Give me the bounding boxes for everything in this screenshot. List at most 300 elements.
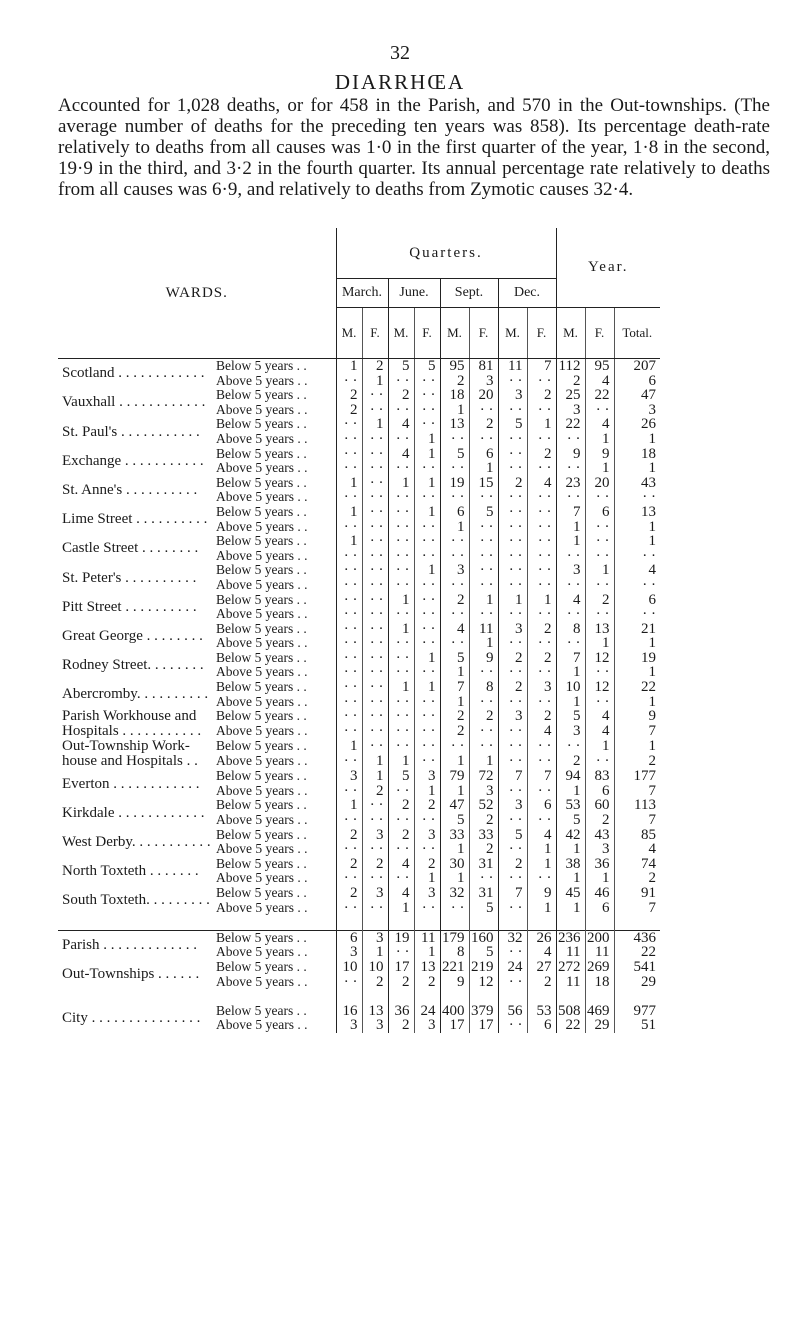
value-cell: 272 <box>558 959 581 975</box>
value-cell: 207 <box>614 359 660 374</box>
value-cell: 1 <box>614 665 660 680</box>
ward-name: Out-Township Work-house and Hospitals . . <box>62 739 198 770</box>
below-5-label: Below 5 years . . <box>214 359 336 374</box>
value-cell: · · <box>440 432 469 447</box>
value-cell: 1 <box>614 739 660 754</box>
value-cell: · · <box>414 636 440 651</box>
value-cell: · · <box>343 680 358 695</box>
value-cell: 112 <box>558 358 581 374</box>
f-header: F. <box>362 308 388 359</box>
value-cell: 2 <box>469 813 498 828</box>
value-cell: 1 <box>614 520 660 535</box>
value-cell: · · <box>527 505 556 520</box>
value-cell: 5 <box>573 709 581 725</box>
above-5-label: Above 5 years . . <box>214 549 336 564</box>
value-cell: 2 <box>498 651 527 666</box>
value-cell: 43 <box>614 476 660 491</box>
value-cell: · · <box>440 490 469 505</box>
year-f-header: F. <box>585 308 614 359</box>
value-cell: 19 <box>440 476 469 491</box>
value-cell: 2 <box>498 857 527 872</box>
value-cell: 21 <box>614 622 660 637</box>
value-cell: · · <box>585 578 614 593</box>
value-cell: · · <box>469 724 498 739</box>
value-cell: 5 <box>388 359 414 374</box>
value-cell: 8 <box>469 680 498 695</box>
value-cell: · · <box>388 871 414 886</box>
value-cell: 19 <box>614 651 660 666</box>
value-cell: 1 <box>388 476 414 491</box>
value-cell: · · <box>343 709 358 725</box>
value-cell: · · <box>414 593 440 608</box>
value-cell: 47 <box>614 388 660 403</box>
f-header: F. <box>469 308 498 359</box>
value-cell: 17 <box>469 1018 498 1033</box>
value-cell: 81 <box>469 359 498 374</box>
value-cell: · · <box>343 900 358 916</box>
table-row <box>58 798 660 813</box>
value-cell: · · <box>414 622 440 637</box>
value-cell: 2 <box>498 476 527 491</box>
below-5-label: Below 5 years . . <box>214 476 336 491</box>
value-cell: 4 <box>527 945 556 960</box>
value-cell: 18 <box>585 975 614 990</box>
value-cell: 3 <box>573 402 581 418</box>
value-cell: · · <box>498 520 527 535</box>
table-row <box>58 1004 660 1019</box>
value-cell: · · <box>498 871 527 886</box>
value-cell: · · <box>362 871 388 886</box>
value-cell: · · <box>566 739 581 755</box>
value-cell: 10 <box>565 680 581 695</box>
value-cell: 11 <box>469 622 498 637</box>
value-cell: 53 <box>527 1004 556 1019</box>
ward-name: City . . . . . . . . . . . . . . . <box>62 1010 201 1027</box>
value-cell: 51 <box>614 1018 660 1033</box>
value-cell: 6 <box>336 930 362 945</box>
value-cell: · · <box>469 534 498 549</box>
ward-name: North Toxteth . . . . . . . <box>62 863 199 880</box>
value-cell: 20 <box>469 388 498 403</box>
value-cell: 3 <box>527 680 556 695</box>
value-cell: · · <box>498 724 527 739</box>
value-cell: · · <box>362 622 388 637</box>
value-cell: 236 <box>556 930 585 945</box>
table-body <box>58 359 660 1033</box>
value-cell: · · <box>614 578 660 593</box>
value-cell: 2 <box>527 622 556 637</box>
value-cell: 1 <box>585 739 614 754</box>
value-cell: · · <box>527 607 556 622</box>
value-cell: 2 <box>362 857 388 872</box>
value-cell: · · <box>527 784 556 799</box>
value-cell: 541 <box>614 960 660 975</box>
value-cell: · · <box>362 578 388 593</box>
value-cell: · · <box>469 739 498 754</box>
value-cell: · · <box>362 901 388 916</box>
value-cell: 6 <box>614 374 660 389</box>
value-cell: 2 <box>350 856 358 872</box>
value-cell: · · <box>585 695 614 710</box>
value-cell: · · <box>498 432 527 447</box>
value-cell: · · <box>414 724 440 739</box>
below-5-label: Below 5 years . . <box>214 447 336 462</box>
value-cell: 436 <box>614 930 660 945</box>
value-cell: 74 <box>614 857 660 872</box>
value-cell: 3 <box>362 886 388 901</box>
value-cell: · · <box>414 842 440 857</box>
value-cell: 7 <box>573 650 581 666</box>
value-cell: 8 <box>573 621 581 637</box>
ward-name: Out-Townships . . . . . . <box>62 966 200 983</box>
value-cell: 46 <box>585 886 614 901</box>
value-cell: 53 <box>565 798 581 814</box>
table-row <box>58 447 660 462</box>
value-cell: 200 <box>585 930 614 945</box>
above-5-label: Above 5 years . . <box>214 901 336 916</box>
value-cell: 6 <box>440 505 469 520</box>
value-cell: 4 <box>527 476 556 491</box>
value-cell: · · <box>585 403 614 418</box>
value-cell: 9 <box>527 886 556 901</box>
table-row <box>58 857 660 872</box>
above-5-label: Above 5 years . . <box>214 578 336 593</box>
value-cell: · · <box>566 577 581 593</box>
above-5-label: Above 5 years . . <box>214 432 336 447</box>
value-cell: 9 <box>469 651 498 666</box>
value-cell: 17 <box>388 960 414 975</box>
value-cell: 11 <box>414 930 440 945</box>
value-cell: 20 <box>585 476 614 491</box>
value-cell: 52 <box>469 798 498 813</box>
value-cell: 219 <box>469 960 498 975</box>
value-cell: · · <box>343 621 358 637</box>
value-cell: · · <box>498 842 527 857</box>
value-cell: · · <box>498 945 527 960</box>
value-cell: 1 <box>573 534 581 549</box>
value-cell: 11 <box>585 945 614 960</box>
value-cell: 1 <box>498 593 527 608</box>
value-cell: · · <box>362 520 388 535</box>
value-cell: · · <box>343 373 358 389</box>
value-cell: 13 <box>440 417 469 432</box>
below-5-label: Below 5 years . . <box>214 857 336 872</box>
ward-name: Everton . . . . . . . . . . . . <box>62 775 200 792</box>
value-cell: 1 <box>573 783 581 799</box>
value-cell: · · <box>614 490 660 505</box>
value-cell: · · <box>498 975 527 990</box>
value-cell: · · <box>585 665 614 680</box>
table-row <box>58 388 660 403</box>
value-cell: · · <box>566 548 581 564</box>
value-cell: 3 <box>614 403 660 418</box>
value-cell: 36 <box>388 1004 414 1019</box>
value-cell: · · <box>414 403 440 418</box>
value-cell: 221 <box>440 960 469 975</box>
value-cell: · · <box>388 432 414 447</box>
value-cell: · · <box>343 592 358 608</box>
value-cell: · · <box>362 813 388 828</box>
quarter-sept-header: Sept. <box>440 279 498 308</box>
value-cell: · · <box>414 520 440 535</box>
value-cell: · · <box>343 490 358 505</box>
table-row <box>58 930 660 945</box>
value-cell: 2 <box>498 680 527 695</box>
value-cell: 95 <box>440 359 469 374</box>
ward-name: St. Peter's . . . . . . . . . . <box>62 569 197 586</box>
value-cell: 5 <box>388 769 414 784</box>
value-cell: · · <box>614 549 660 564</box>
value-cell: 400 <box>440 1004 469 1019</box>
value-cell: · · <box>527 403 556 418</box>
value-cell: · · <box>343 431 358 447</box>
value-cell: · · <box>343 871 358 886</box>
value-cell: · · <box>469 563 498 578</box>
value-cell: · · <box>343 650 358 666</box>
table-row <box>58 680 660 695</box>
above-5-label: Above 5 years . . <box>214 871 336 886</box>
table-row <box>58 828 660 843</box>
value-cell: 2 <box>614 871 660 886</box>
value-cell: 3 <box>469 784 498 799</box>
value-cell: 1 <box>527 842 556 857</box>
value-cell: 1 <box>585 461 614 476</box>
value-cell: · · <box>388 505 414 520</box>
value-cell: · · <box>388 842 414 857</box>
table-row <box>58 534 660 549</box>
value-cell: 1 <box>469 754 498 769</box>
value-cell: · · <box>440 607 469 622</box>
ward-name: Rodney Street. . . . . . . . <box>62 657 204 674</box>
value-cell: · · <box>469 578 498 593</box>
value-cell: · · <box>362 388 388 403</box>
value-cell: 3 <box>469 374 498 389</box>
value-cell: · · <box>498 636 527 651</box>
value-cell: 1 <box>414 651 440 666</box>
value-cell: 1 <box>585 636 614 651</box>
value-cell: · · <box>498 563 527 578</box>
value-cell: 1 <box>362 945 388 960</box>
value-cell: · · <box>498 505 527 520</box>
ward-name: Exchange . . . . . . . . . . . <box>62 452 204 469</box>
value-cell: 15 <box>469 476 498 491</box>
value-cell: · · <box>498 549 527 564</box>
value-cell: · · <box>414 709 440 724</box>
value-cell: 2 <box>414 975 440 990</box>
value-cell: · · <box>362 549 388 564</box>
m-header: M. <box>498 308 527 359</box>
value-cell: 26 <box>527 930 556 945</box>
value-cell: · · <box>469 695 498 710</box>
value-cell: · · <box>469 403 498 418</box>
value-cell: · · <box>585 534 614 549</box>
value-cell: 1 <box>350 534 358 549</box>
value-cell: 1 <box>527 857 556 872</box>
value-cell: · · <box>414 461 440 476</box>
value-cell: 10 <box>362 960 388 975</box>
deaths-table <box>58 228 660 1033</box>
value-cell: 5 <box>414 359 440 374</box>
value-cell: 3 <box>350 1018 358 1033</box>
value-cell: 1 <box>350 504 358 520</box>
value-cell: · · <box>469 490 498 505</box>
value-cell: · · <box>469 549 498 564</box>
value-cell: · · <box>343 974 358 990</box>
value-cell: · · <box>343 754 358 770</box>
value-cell: 7 <box>440 680 469 695</box>
value-cell: · · <box>388 651 414 666</box>
value-cell: 1 <box>440 403 469 418</box>
value-cell: 6 <box>585 784 614 799</box>
value-cell: 5 <box>440 651 469 666</box>
below-5-label: Below 5 years . . <box>214 1004 336 1019</box>
value-cell: · · <box>527 636 556 651</box>
value-cell: 2 <box>469 709 498 724</box>
value-cell: 2 <box>585 593 614 608</box>
ward-name: Kirkdale . . . . . . . . . . . . <box>62 804 205 821</box>
value-cell: · · <box>498 901 527 916</box>
value-cell: 18 <box>440 388 469 403</box>
value-cell: 2 <box>388 975 414 990</box>
m-header: M. <box>388 308 414 359</box>
below-5-label: Below 5 years . . <box>214 709 336 724</box>
value-cell: · · <box>527 432 556 447</box>
value-cell: 22 <box>614 945 660 960</box>
quarters-header: Quarters. <box>336 228 556 279</box>
value-cell: 36 <box>585 857 614 872</box>
value-cell: · · <box>566 607 581 622</box>
value-cell: 7 <box>498 886 527 901</box>
value-cell: 1 <box>362 417 388 432</box>
value-cell: 160 <box>469 930 498 945</box>
value-cell: 1 <box>440 665 469 680</box>
value-cell: 1 <box>388 593 414 608</box>
value-cell: 469 <box>585 1004 614 1019</box>
table-row <box>58 476 660 491</box>
value-cell: · · <box>388 813 414 828</box>
value-cell: 1 <box>614 636 660 651</box>
value-cell: 5 <box>469 901 498 916</box>
value-cell: 2 <box>527 388 556 403</box>
value-cell: 1 <box>414 871 440 886</box>
value-cell: 22 <box>565 417 581 432</box>
value-cell: · · <box>414 695 440 710</box>
value-cell: 5 <box>469 945 498 960</box>
value-cell: 9 <box>585 447 614 462</box>
value-cell: · · <box>566 636 581 651</box>
value-cell: 1 <box>469 636 498 651</box>
above-5-label: Above 5 years . . <box>214 754 336 769</box>
value-cell: · · <box>362 432 388 447</box>
value-cell: · · <box>388 374 414 389</box>
value-cell: · · <box>440 636 469 651</box>
value-cell: 1 <box>414 476 440 491</box>
value-cell: 2 <box>350 402 358 418</box>
section-heading: DIARRHŒA <box>334 70 466 94</box>
value-cell: 1 <box>362 769 388 784</box>
value-cell: · · <box>527 534 556 549</box>
table-row <box>58 593 660 608</box>
value-cell: · · <box>440 534 469 549</box>
value-cell: · · <box>498 607 527 622</box>
table-row <box>58 651 660 666</box>
value-cell: 1 <box>388 622 414 637</box>
value-cell: 47 <box>440 798 469 813</box>
value-cell: · · <box>527 490 556 505</box>
value-cell: 30 <box>440 857 469 872</box>
value-cell: 1 <box>440 784 469 799</box>
value-cell: · · <box>566 490 581 505</box>
value-cell: 4 <box>585 724 614 739</box>
value-cell: · · <box>362 563 388 578</box>
value-cell: · · <box>362 447 388 462</box>
value-cell: · · <box>498 490 527 505</box>
below-5-label: Below 5 years . . <box>214 563 336 578</box>
value-cell: 1 <box>414 505 440 520</box>
value-cell: · · <box>498 813 527 828</box>
value-cell: · · <box>469 607 498 622</box>
value-cell: · · <box>388 636 414 651</box>
value-cell: 1 <box>350 739 358 755</box>
value-cell: 10 <box>342 959 358 975</box>
value-cell: · · <box>414 534 440 549</box>
value-cell: 7 <box>573 504 581 520</box>
value-cell: · · <box>362 636 388 651</box>
value-cell: 43 <box>585 828 614 843</box>
value-cell: 29 <box>614 975 660 990</box>
value-cell: 1 <box>350 475 358 491</box>
table-row <box>58 739 660 754</box>
below-5-label: Below 5 years . . <box>214 505 336 520</box>
year-m-header: M. <box>556 308 585 359</box>
value-cell: · · <box>414 901 440 916</box>
ward-name: Vauxhall . . . . . . . . . . . . <box>62 394 206 411</box>
value-cell: 60 <box>585 798 614 813</box>
value-cell: 24 <box>498 960 527 975</box>
value-cell: · · <box>414 607 440 622</box>
ward-name: Scotland . . . . . . . . . . . . <box>62 365 205 382</box>
ward-name: Parish Workhouse and Hospitals . . . . . . . . . . . <box>62 709 202 740</box>
value-cell: · · <box>343 577 358 593</box>
value-cell: 4 <box>388 447 414 462</box>
quarter-march-header: March. <box>336 279 388 308</box>
ward-name: Parish . . . . . . . . . . . . . <box>58 930 214 960</box>
table-row <box>58 960 660 975</box>
ward-name: South Toxteth. . . . . . . . . <box>62 892 210 909</box>
value-cell: · · <box>362 505 388 520</box>
below-5-label: Below 5 years . . <box>214 930 336 945</box>
value-cell: 3 <box>498 798 527 813</box>
value-cell: 4 <box>388 417 414 432</box>
value-cell: · · <box>527 578 556 593</box>
value-cell: 25 <box>565 388 581 403</box>
row-gap <box>58 989 660 1004</box>
value-cell: 5 <box>573 813 581 828</box>
table-row <box>58 622 660 637</box>
value-cell: · · <box>498 1018 527 1033</box>
value-cell: 4 <box>527 724 556 739</box>
value-cell: 42 <box>565 827 581 843</box>
value-cell: · · <box>614 607 660 622</box>
value-cell: · · <box>362 680 388 695</box>
value-cell: · · <box>343 813 358 828</box>
value-cell: 94 <box>565 769 581 784</box>
value-cell: · · <box>498 784 527 799</box>
value-cell: · · <box>527 520 556 535</box>
value-cell: 269 <box>585 960 614 975</box>
value-cell: 1 <box>573 665 581 681</box>
above-5-label: Above 5 years . . <box>214 975 336 990</box>
